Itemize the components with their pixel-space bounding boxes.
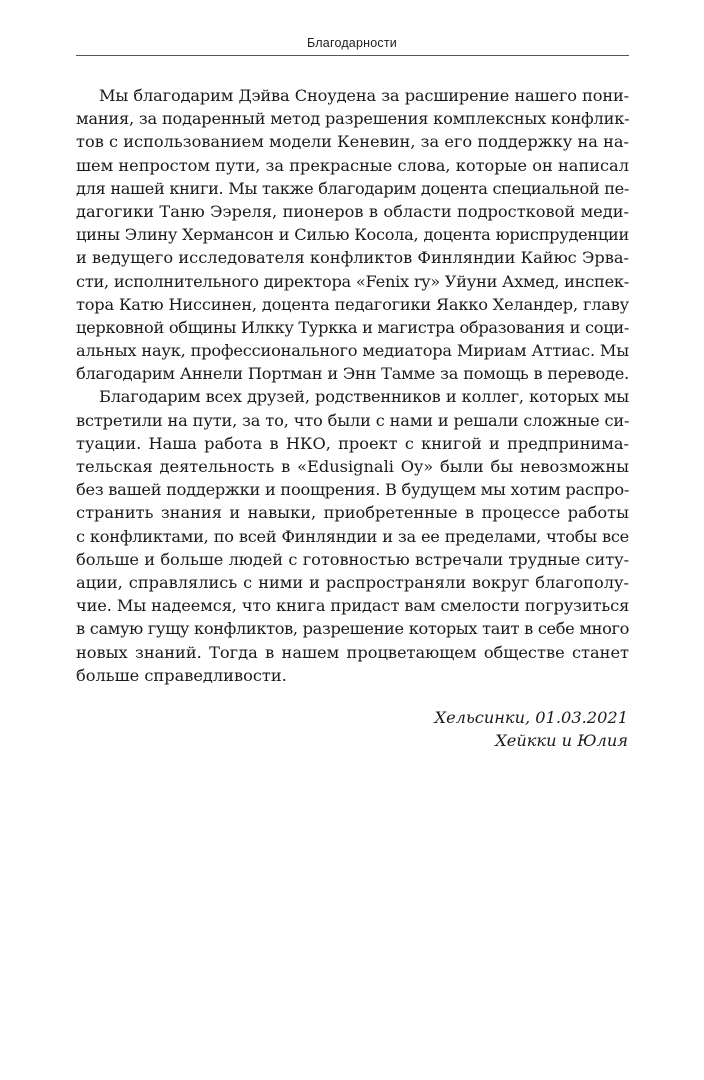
text-line: странить знания и навыки, приобретенные в процессе работы — [76, 503, 629, 523]
text-line: ации, справлялись с ними и распространяли вокруг благополу- — [76, 572, 629, 592]
text-line: благодарим Аннели Портман и Энн Тамме за помощь в переводе. — [76, 364, 629, 384]
text-line: шем непростом пути, за прекрасные слова, которые он написал — [76, 155, 629, 175]
text-line: тельская деятельность в «Edusignali Oy» были бы невозможны — [76, 457, 629, 476]
text-line: тора Катю Ниссинен, доцента педагогики Яакко Хеландер, главу — [76, 294, 629, 314]
text-line: Благодарим всех друзей, родственников и коллег, которых мы — [99, 387, 629, 407]
text-line: цины Элину Хермансон и Силью Косола, доцента юриспруденции — [76, 225, 629, 245]
text-line: мания, за подаренный метод разрешения комплексных конфлик- — [76, 109, 630, 129]
text-line: встретили на пути, за то, что были с нами и решали сложные си- — [76, 410, 630, 430]
text-line: новых знаний. Тогда в нашем процветающем обществе станет — [76, 642, 629, 662]
text-line: альных наук, профессионального медиатора Мириам Аттиас. Мы — [76, 341, 629, 361]
text-line: туации. Наша работа в НКО, проект с книгой и предпринима- — [76, 433, 629, 453]
text-line: для нашей книги. Мы также благодарим доцента специальной пе- — [76, 178, 629, 198]
text-line: чие. Мы надеемся, что книга придаст вам смелости погрузиться — [76, 596, 630, 616]
signature-authors: Хейкки и Юлия — [495, 731, 628, 751]
body-text — [76, 84, 629, 687]
paragraph-2 — [76, 385, 629, 686]
header-rule — [76, 55, 629, 56]
text-line: больше справедливости. — [76, 665, 287, 685]
text-line: без вашей поддержки и поощрения. В будущем мы хотим распро- — [76, 480, 630, 500]
text-line: сти, исполнительного директора «Fenix ry» Уйуни Ахмед, инспек- — [76, 271, 629, 291]
running-head: Благодарности — [307, 36, 397, 50]
text-line: церковной общины Илкку Туркка и магистра образования и соци- — [76, 317, 629, 337]
text-line: с конфликтами, по всей Финляндии и за ее пределами, чтобы все — [76, 526, 629, 546]
text-line: и ведущего исследователя конфликтов Финляндии Кайюс Эрва- — [76, 248, 629, 268]
signature-block — [435, 706, 628, 752]
text-line: тов с использованием модели Кеневин, за его поддержку на на- — [76, 132, 629, 152]
text-line: дагогики Таню Ээреля, пионеров в области подростковой меди- — [76, 201, 629, 221]
text-line: Мы благодарим Дэйва Сноудена за расширение нашего пони- — [99, 86, 629, 105]
paragraph-1 — [76, 84, 629, 385]
text-line: больше и больше людей с готовностью встречали трудные ситу- — [76, 549, 629, 569]
text-line: в самую гущу конфликтов, разрешение которых таит в себе много — [76, 619, 629, 639]
signature-place-date: Хельсинки, 01.03.2021 — [434, 708, 628, 727]
